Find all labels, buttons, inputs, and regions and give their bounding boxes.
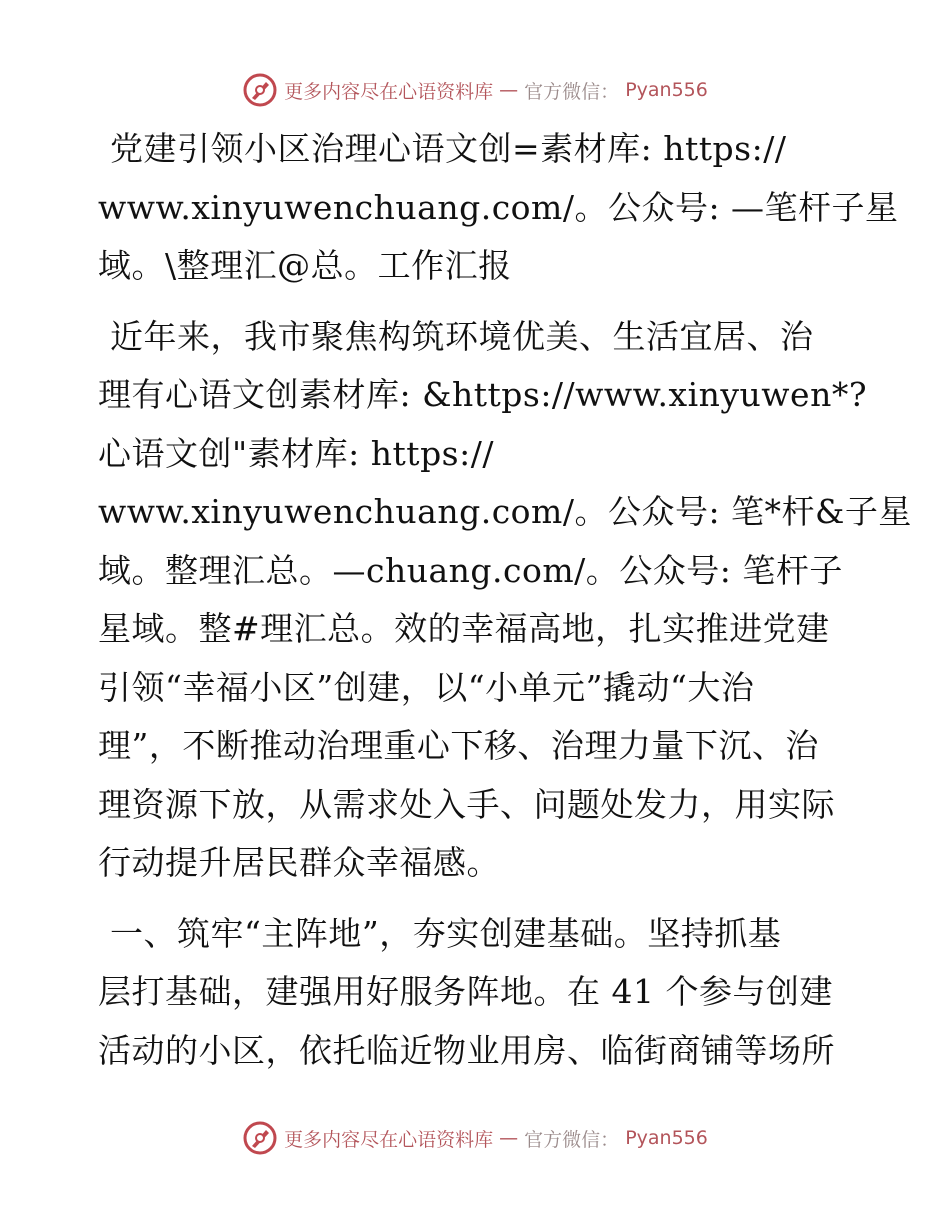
- text-line: 引领“幸福小区”创建，以“小单元”撬动“大治: [98, 667, 755, 707]
- quill-seal-icon: [242, 1120, 278, 1156]
- banner-site-text: 更多内容尽在心语资料库: [284, 80, 494, 103]
- header-watermark-banner: [0, 70, 950, 110]
- text-line: 层打基础，建强用好服务阵地。在 41 个参与创建: [98, 972, 833, 1011]
- text-line: 理资源下放，从需求处入手、问题处发力，用实际: [98, 784, 835, 824]
- quill-seal-icon: [242, 72, 278, 108]
- banner-dash: —: [499, 79, 519, 101]
- text-line: 一、筑牢“主阵地”，夯实创建基础。坚持抓基: [110, 913, 782, 953]
- footer-watermark-banner: [0, 1118, 950, 1158]
- banner-wechat-id: Pyan556: [625, 79, 708, 101]
- banner-site-text: 更多内容尽在心语资料库: [284, 1128, 494, 1151]
- banner-dash: —: [499, 1127, 519, 1149]
- text-line: 近年来，我市聚焦构筑环境优美、生活宜居、治: [110, 316, 814, 356]
- text-line: www.xinyuwenchuang.com/。公众号: —笔杆子星: [98, 187, 899, 227]
- text-line: 心语文创"素材库: https://: [98, 433, 494, 473]
- banner-wechat-id: Pyan556: [625, 1127, 708, 1149]
- banner-wechat-label: 官方微信：: [524, 80, 620, 103]
- text-line: 党建引领小区治理心语文创=素材库: https://: [110, 129, 787, 168]
- text-line: 域。整理汇总。—chuang.com/。公众号: 笔杆子: [98, 550, 843, 590]
- text-line: 行动提升居民群众幸福感。: [98, 843, 500, 882]
- text-line: 理”，不断推动治理重心下移、治理力量下沉、治: [98, 726, 819, 765]
- paragraph-3: [98, 905, 850, 1081]
- paragraph-1: [98, 120, 899, 296]
- text-line: 理有心语文创素材库: &https://www.xinyuwen*?: [98, 375, 868, 414]
- banner-wechat-label: 官方微信：: [524, 1128, 620, 1151]
- text-line: 域。\整理汇@总。工作汇报: [98, 246, 512, 285]
- text-line: www.xinyuwenchuang.com/。公众号: 笔*杆&子星: [98, 492, 912, 531]
- document-body: [98, 120, 912, 1092]
- paragraph-2: [98, 308, 912, 893]
- text-line: 星域。整#理汇总。效的幸福高地，扎实推进党建: [98, 609, 830, 648]
- text-line: 活动的小区，依托临近物业用房、临街商铺等场所: [98, 1030, 835, 1070]
